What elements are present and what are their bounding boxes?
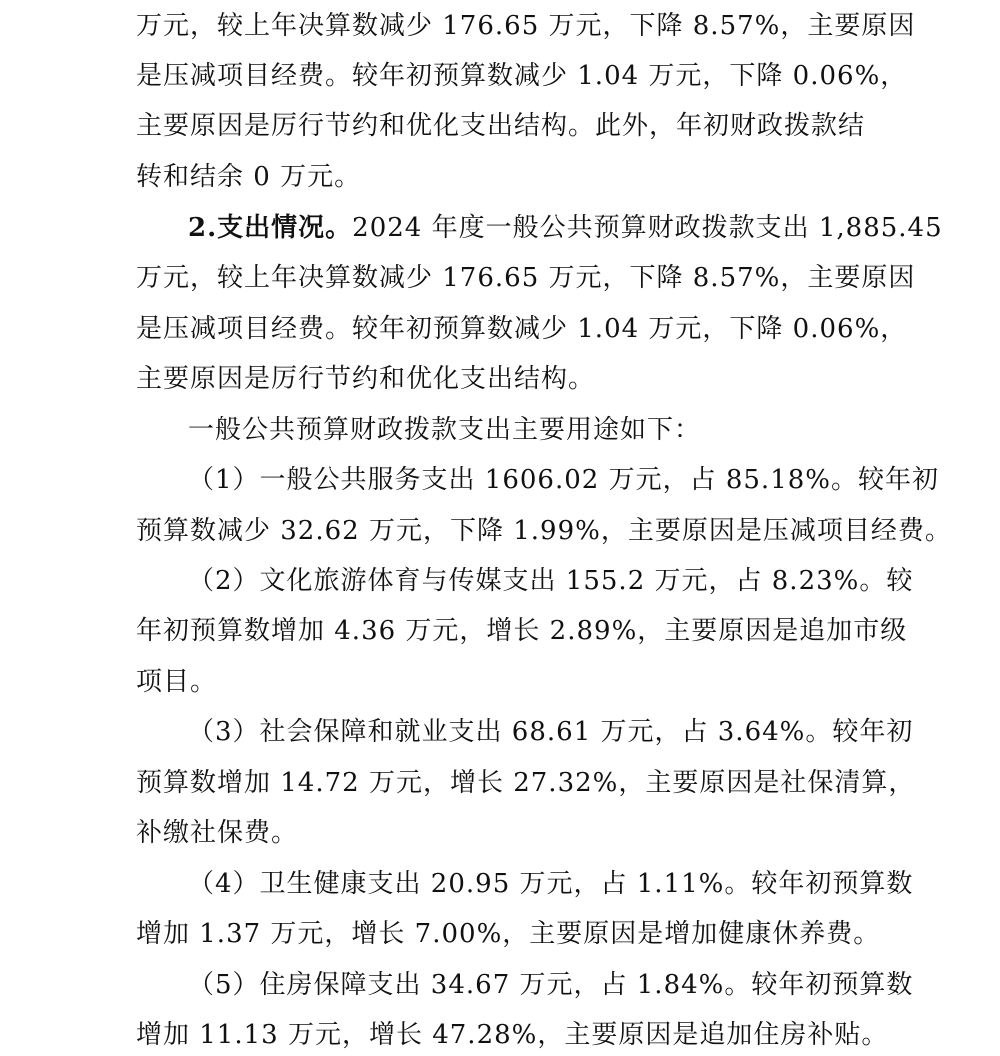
text-line: 主要原因是厉行节约和优化支出结构。 [136, 364, 596, 394]
text-line: 转和结余 0 万元。 [136, 162, 362, 192]
section-line [188, 210, 943, 246]
section-heading: 2.支出情况。 [188, 213, 353, 243]
text-line: 一般公共预算财政拨款支出主要用途如下： [188, 415, 702, 445]
text-line: （4）卫生健康支出 20.95 万元，占 1.11%。较年初预算数 [188, 869, 914, 899]
text-line: 项目。 [136, 667, 218, 697]
text-line: （1）一般公共服务支出 1606.02 万元，占 85.18%。较年初 [188, 465, 939, 495]
text-line: 是压减项目经费。较年初预算数减少 1.04 万元，下降 0.06%， [136, 61, 908, 91]
text-line: 预算数增加 14.72 万元，增长 27.32%，主要原因是社保清算， [136, 768, 916, 798]
text-line: 年初预算数增加 4.36 万元，增长 2.89%，主要原因是追加市级 [136, 616, 908, 646]
text-line: 增加 1.37 万元，增长 7.00%，主要原因是增加健康休养费。 [136, 919, 881, 949]
text-line: 增加 11.13 万元，增长 47.28%，主要原因是追加住房补贴。 [136, 1020, 889, 1050]
text-line: 主要原因是厉行节约和优化支出结构。此外，年初财政拨款结 [136, 111, 866, 141]
text-line: （2）文化旅游体育与传媒支出 155.2 万元，占 8.23%。较 [188, 566, 914, 596]
text-line: （5）住房保障支出 34.67 万元，占 1.84%。较年初预算数 [188, 970, 914, 1000]
section-text: 2024 年度一般公共预算财政拨款支出 1,885.45 [352, 213, 943, 243]
text-line: 补缴社保费。 [136, 818, 299, 848]
text-line: 预算数减少 32.62 万元，下降 1.99%，主要原因是压减项目经费。 [136, 516, 952, 546]
text-line: 万元，较上年决算数减少 176.65 万元，下降 8.57%，主要原因 [136, 11, 916, 41]
text-line: 万元，较上年决算数减少 176.65 万元，下降 8.57%，主要原因 [136, 263, 916, 293]
text-line: （3）社会保障和就业支出 68.61 万元，占 3.64%。较年初 [188, 717, 914, 747]
text-line: 是压减项目经费。较年初预算数减少 1.04 万元，下降 0.06%， [136, 314, 908, 344]
